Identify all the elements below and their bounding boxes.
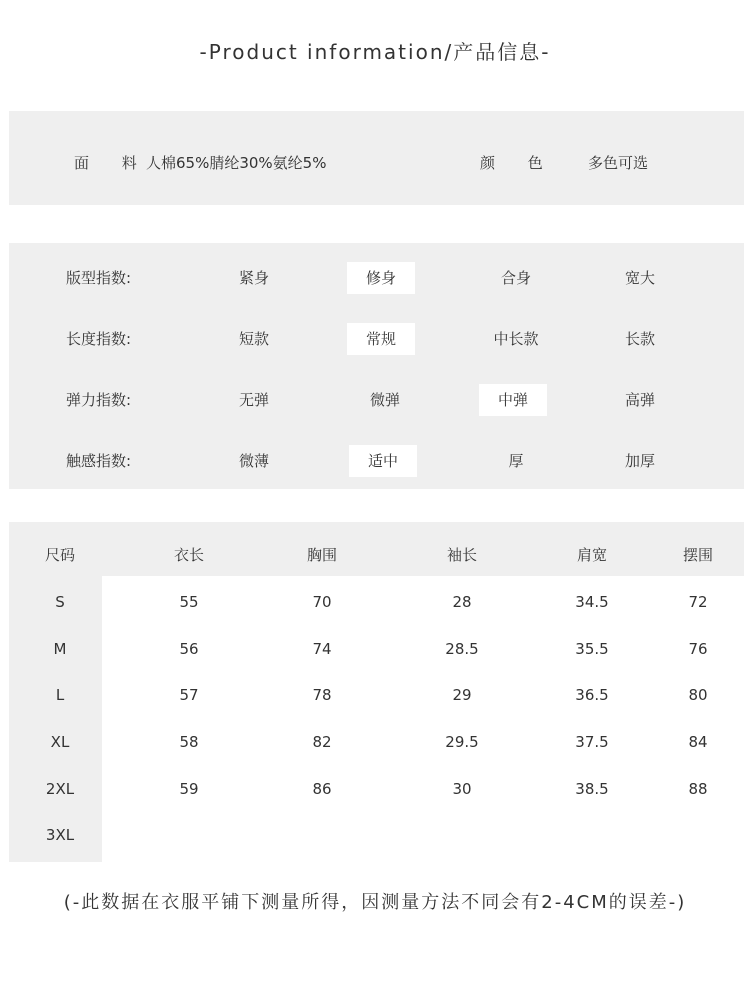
index-option: 厚: [508, 452, 524, 470]
size-cell: M: [53, 640, 67, 658]
size-header-cell: 摆围: [682, 546, 713, 564]
size-cell: XL: [50, 733, 70, 751]
index-option: 紧身: [238, 269, 269, 287]
color-value: 多色可选: [588, 154, 649, 172]
size-table-header-bg: [9, 522, 744, 576]
index-option-selected: 修身: [347, 262, 415, 294]
index-option: 加厚: [624, 452, 655, 470]
color-label: 颜 色: [480, 154, 557, 172]
size-cell: 30: [452, 780, 472, 798]
index-option: 微弹: [369, 391, 400, 409]
size-header-cell: 肩宽: [576, 546, 607, 564]
size-cell: 76: [688, 640, 708, 658]
index-option: 中长款: [493, 330, 539, 348]
index-option: 长款: [624, 330, 655, 348]
index-label-elasticity: 弹力指数:: [66, 391, 132, 409]
size-cell: 55: [179, 593, 199, 611]
size-cell: 38.5: [575, 780, 609, 798]
size-cell: 35.5: [575, 640, 609, 658]
index-option-selected: 适中: [349, 445, 417, 477]
size-cell: 34.5: [575, 593, 609, 611]
index-label-touch: 触感指数:: [66, 452, 132, 470]
size-cell: 57: [179, 686, 199, 704]
index-option: 无弹: [238, 391, 269, 409]
index-option: 微薄: [238, 452, 269, 470]
fabric-value: 人棉65%腈纶30%氨纶5%: [146, 154, 327, 172]
size-cell: 59: [179, 780, 199, 798]
size-cell: 28.5: [445, 640, 479, 658]
size-cell: 74: [312, 640, 332, 658]
size-cell: 70: [312, 593, 332, 611]
size-header-cell: 胸围: [306, 546, 337, 564]
size-cell: 29.5: [445, 733, 479, 751]
size-header-cell: 衣长: [173, 546, 204, 564]
index-option: 短款: [238, 330, 269, 348]
size-header-cell: 尺码: [44, 546, 75, 564]
size-cell: 29: [452, 686, 472, 704]
size-cell: 37.5: [575, 733, 609, 751]
size-cell: 58: [179, 733, 199, 751]
fabric-label: 面 料: [74, 154, 151, 172]
size-cell: 88: [688, 780, 708, 798]
index-option: 合身: [500, 269, 531, 287]
size-cell: 86: [312, 780, 332, 798]
size-cell: 84: [688, 733, 708, 751]
index-option: 宽大: [624, 269, 655, 287]
page-title: -Product information/产品信息-: [199, 40, 551, 64]
measurement-note: (-此数据在衣服平铺下测量所得，因测量方法不同会有2-4CM的误差-): [63, 892, 687, 913]
index-option-selected: 常规: [347, 323, 415, 355]
size-cell: 28: [452, 593, 472, 611]
size-cell: 78: [312, 686, 332, 704]
size-cell: 2XL: [45, 780, 75, 798]
index-option-selected: 中弹: [479, 384, 547, 416]
size-cell: 3XL: [45, 826, 75, 844]
size-cell: L: [55, 686, 65, 704]
index-label-fit: 版型指数:: [66, 269, 132, 287]
size-cell: 72: [688, 593, 708, 611]
size-cell: 80: [688, 686, 708, 704]
size-header-cell: 袖长: [446, 546, 477, 564]
index-option: 高弹: [624, 391, 655, 409]
size-cell: 82: [312, 733, 332, 751]
size-cell: S: [55, 593, 65, 611]
index-label-length: 长度指数:: [66, 330, 132, 348]
size-table-side-bg: [9, 576, 102, 862]
size-cell: 56: [179, 640, 199, 658]
size-cell: 36.5: [575, 686, 609, 704]
